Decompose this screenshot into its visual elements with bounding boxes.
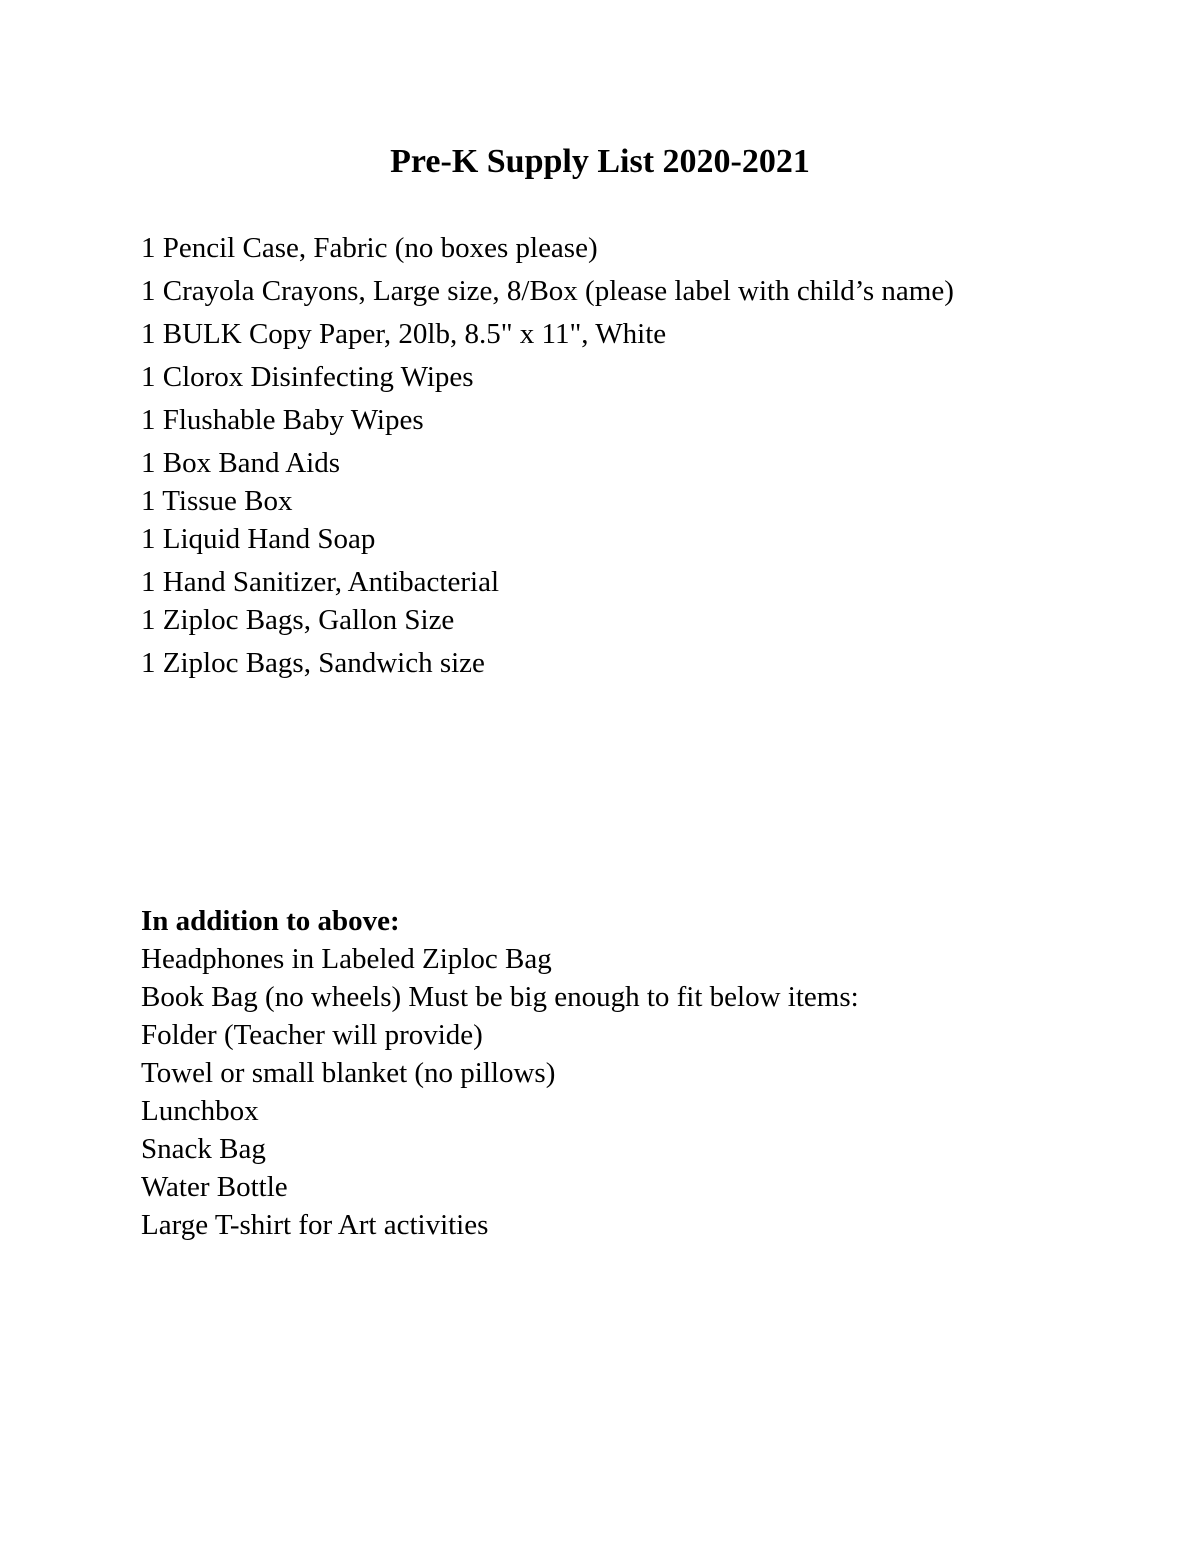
list-item: 1 Box Band Aids xyxy=(141,447,340,479)
list-item: Headphones in Labeled Ziploc Bag xyxy=(141,943,552,975)
list-item: 1 Flushable Baby Wipes xyxy=(141,404,424,436)
page-title: Pre-K Supply List 2020-2021 xyxy=(390,143,810,180)
list-item: 1 Tissue Box xyxy=(141,485,293,517)
supply-list xyxy=(141,228,954,681)
list-item: Water Bottle xyxy=(141,1171,288,1203)
list-item: 1 Ziploc Bags, Gallon Size xyxy=(141,604,455,636)
list-item: 1 Clorox Disinfecting Wipes xyxy=(141,361,474,393)
list-item: Folder (Teacher will provide) xyxy=(141,1019,483,1051)
addition-list xyxy=(141,940,859,1244)
list-item: 1 Hand Sanitizer, Antibacterial xyxy=(141,566,499,598)
list-item: Towel or small blanket (no pillows) xyxy=(141,1057,556,1089)
list-item: 1 Liquid Hand Soap xyxy=(141,523,376,555)
addition-heading: In addition to above: xyxy=(141,905,400,937)
list-item: 1 Ziploc Bags, Sandwich size xyxy=(141,647,485,679)
list-item: Large T-shirt for Art activities xyxy=(141,1209,489,1241)
list-item: 1 Crayola Crayons, Large size, 8/Box (please label with child’s name) xyxy=(141,275,954,307)
list-item: Snack Bag xyxy=(141,1133,266,1165)
list-item: 1 Pencil Case, Fabric (no boxes please) xyxy=(141,232,598,264)
list-item: Book Bag (no wheels) Must be big enough to fit below items: xyxy=(141,981,859,1013)
list-item: 1 BULK Copy Paper, 20lb, 8.5" x 11", White xyxy=(141,318,667,350)
list-item: Lunchbox xyxy=(141,1095,259,1127)
